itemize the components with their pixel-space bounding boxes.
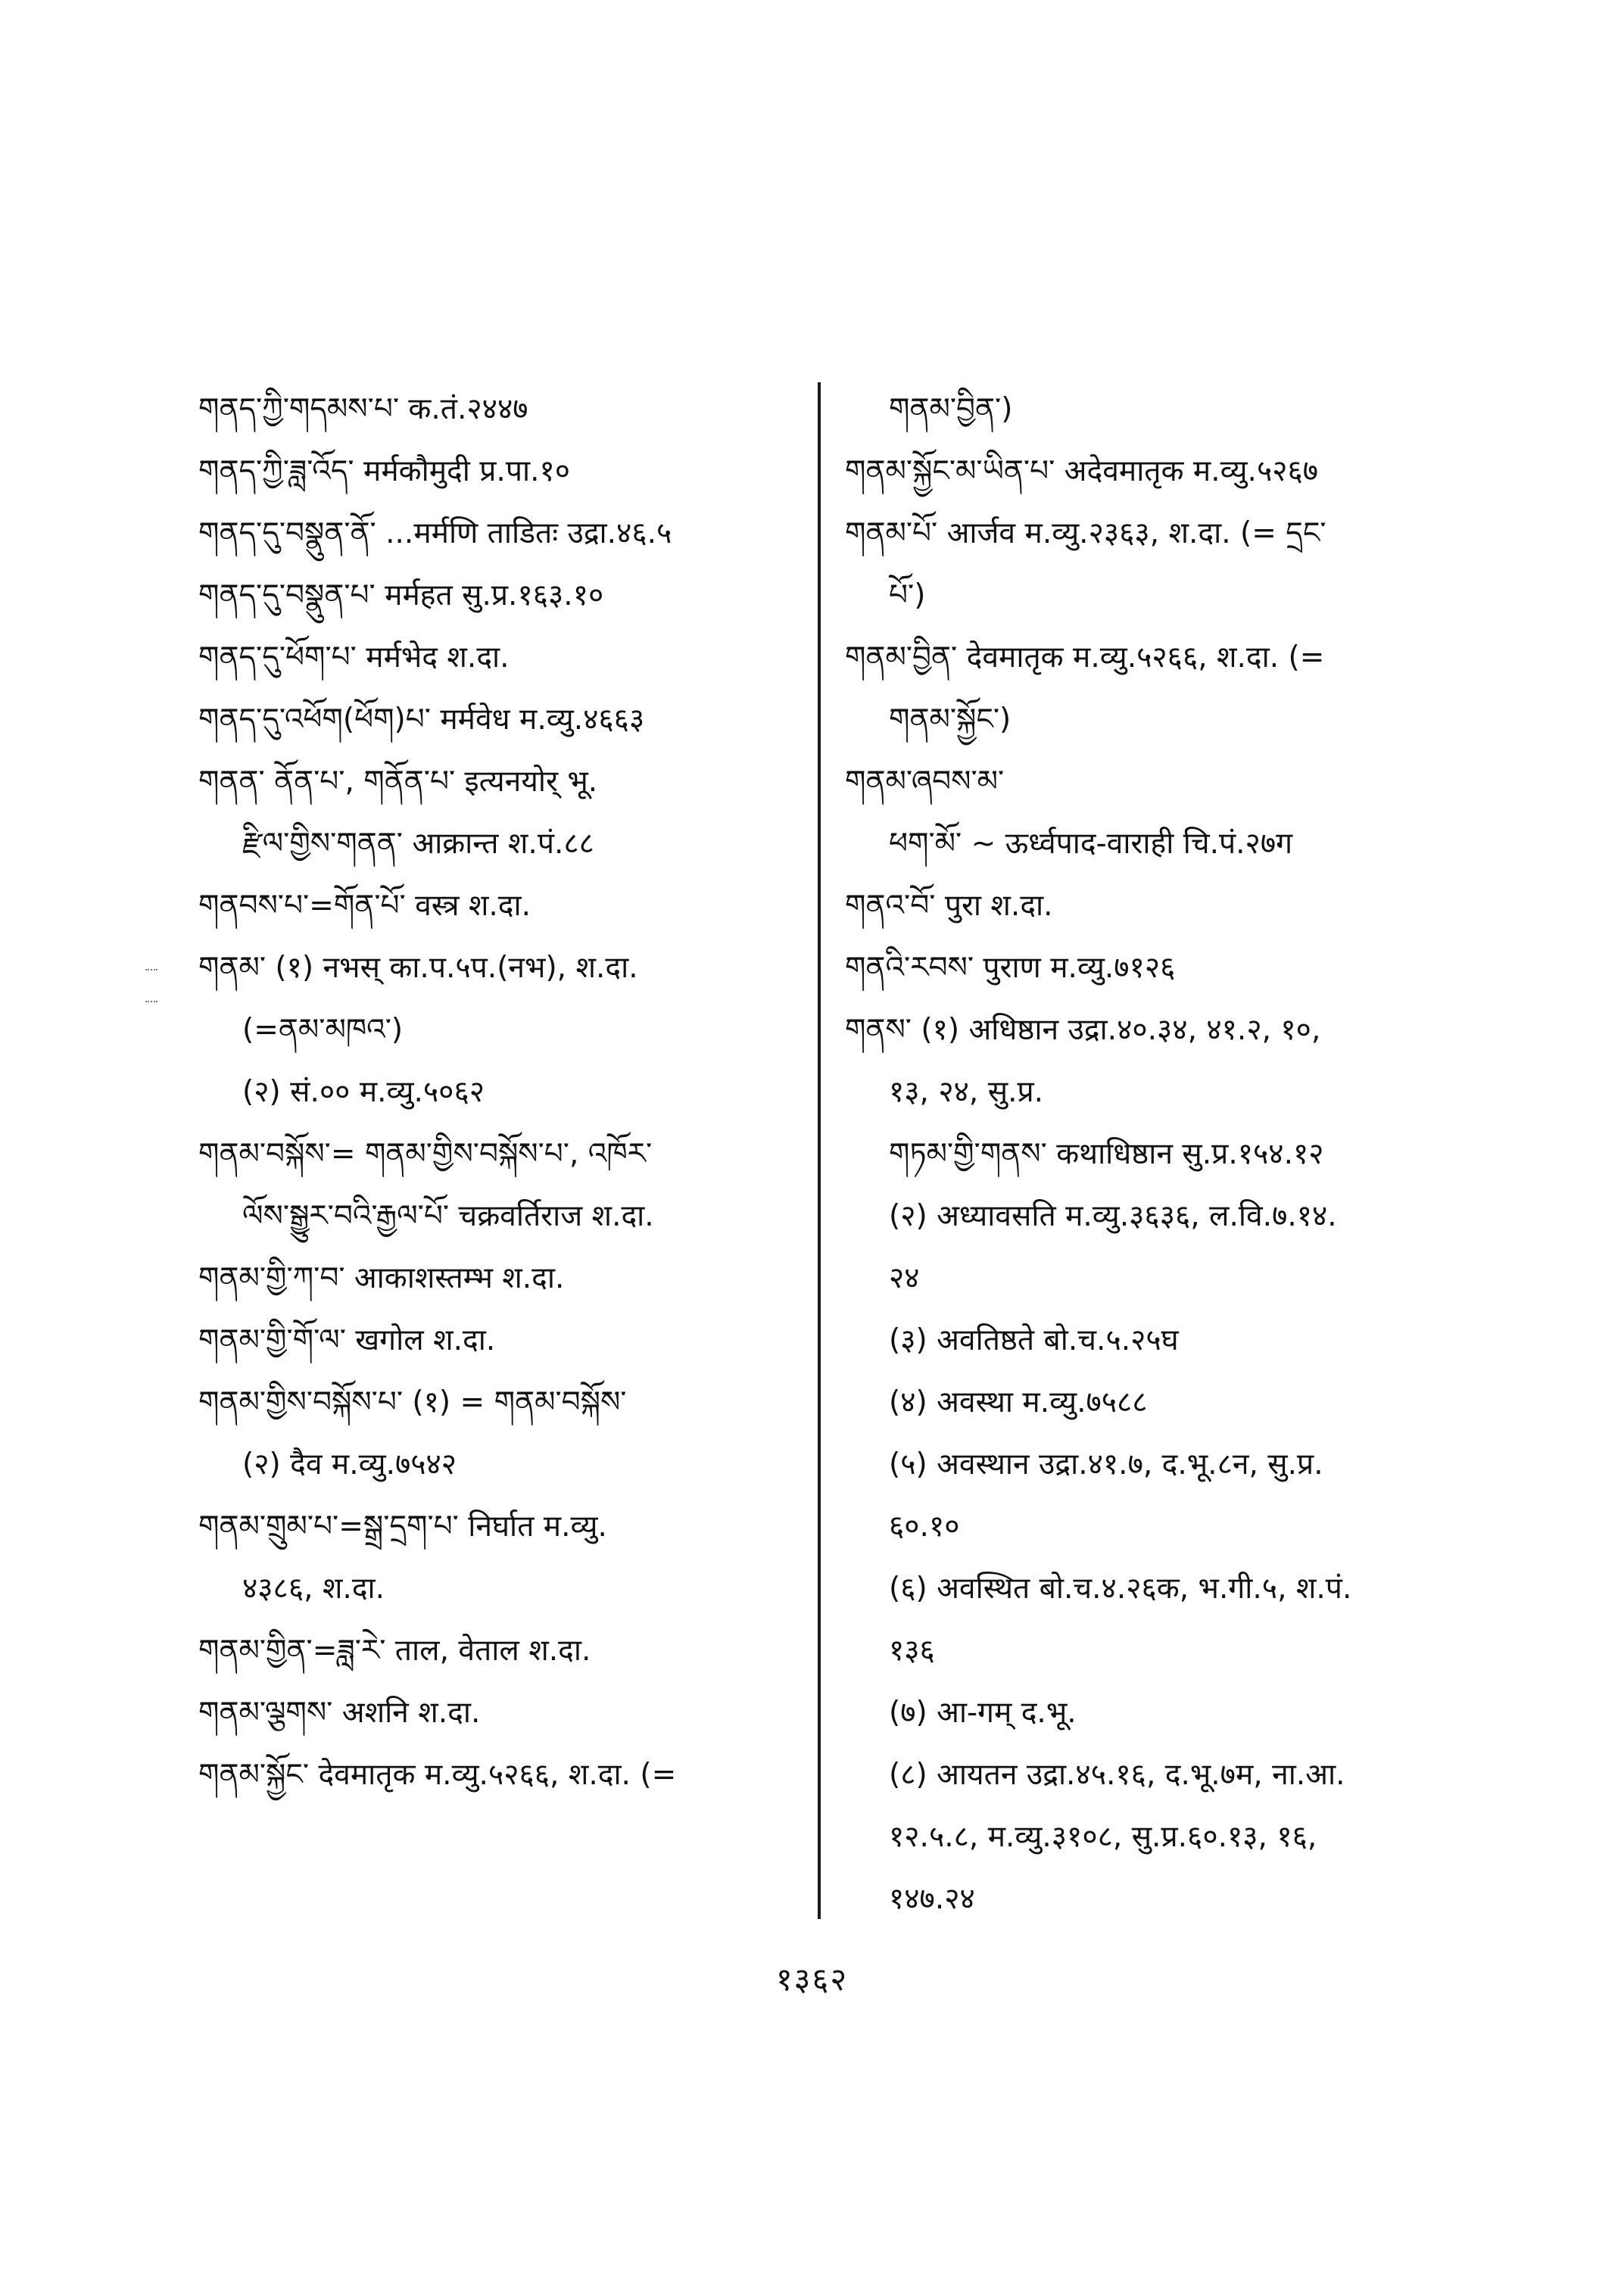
entry-continuation: १३, २४, सु.प्र. [889, 1075, 1044, 1109]
entry-line: གནམ་བྱིན་ देवमातृक म.व्यु.५२६६, श.दा. (= [845, 640, 1325, 675]
entry-line: གནད་དུ་འཕོག(ཕོག)པ་ मर्मवेध म.व्यु.४६६३ [198, 703, 645, 737]
entry-line: གནབས་པ་=གོན་པོ་ वस्त्र श.दा. [198, 889, 531, 923]
column-divider [818, 382, 821, 1919]
entry-line: གནམ་ (१) नभस् का.प.५प.(नभ), श.दा. [198, 951, 638, 985]
entry-line: གནད་ཀྱི་གདམས་པ་ क.तं.२४४७ [198, 392, 528, 426]
entry-subentry: ཕག་མོ་ ~ ऊर्ध्वपाद-वाराही चि.पं.२७ग [889, 827, 1293, 861]
entry-line: གནམ་གྱིས་བསྐོས་པ་ (१) = གནམ་བསྐོས་ [198, 1385, 627, 1419]
entry-continuation: १४७.२४ [889, 1882, 975, 1916]
entry-sense: (८) आयतन उद्रा.४५.१६, द.भू.७म, ना.आ. [889, 1758, 1345, 1792]
entry-sense: (६) अवस्थित बो.च.४.२६क, भ.गी.५, श.पं. [889, 1572, 1352, 1606]
entry-sense: (२) दैव म.व्यु.७५४२ [242, 1447, 457, 1481]
entry-line: གནམ་གྱི་གོ་ལ་ खगोल श.दा. [198, 1323, 496, 1357]
entry-sense: (२) अध्यावसति म.व्यु.३६३६, ल.वि.७.१४. [889, 1199, 1337, 1233]
entry-line: གནན་ ནོན་པ་, གནོན་པ་ इत्यनयोर् भू. [198, 765, 598, 799]
entry-sense: (३) अवतिष्ठते बो.च.५.२५घ [889, 1323, 1179, 1357]
page-number: १३६२ [775, 1961, 849, 1998]
entry-line: གནམ་གྱིན་=ཟླ་རེ་ ताल, वेताल श.दा. [198, 1634, 591, 1668]
entry-line: གནམ་པོ་ आर्जव म.व्यु.२३६३, श.दा. (= དྲང་ [845, 516, 1326, 550]
entry-line: གནད་ཀྱི་ཟླ་འོད་ मर्मकौमुदी प्र.पा.१० [198, 454, 571, 488]
entry-sense: (७) आ-गम् द.भू. [889, 1696, 1077, 1730]
entry-subentry: གཏམ་གྱི་གནས་ कथाधिष्ठान सु.प्र.१५४.१२ [889, 1137, 1324, 1171]
margin-mark [145, 969, 157, 1002]
entry-continuation: རྫིལ་གྱིས་གནན་ आक्रान्त श.पं.८८ [242, 827, 594, 861]
entry-line: གནམ་གྱི་ཀ་བ་ आकाशस्तम्भ श.दा. [198, 1261, 565, 1295]
entry-continuation: १२.५.८, म.व्यु.३१०८, सु.प्र.६०.१३, १६, [889, 1820, 1317, 1854]
entry-continuation: ६०.१० [889, 1509, 960, 1544]
entry-continuation: གནམ་བྱིན་) [889, 392, 1013, 426]
entry-sense: (२) सं.०० म.व्यु.५०६२ [242, 1075, 485, 1109]
entry-sense: (५) अवस्थान उद्रा.४१.७, द.भू.८न, सु.प्र. [889, 1447, 1323, 1481]
entry-line: གནམ་སྐྱོང་མ་ཡིན་པ་ अदेवमातृक म.व्यु.५२६७ [845, 454, 1319, 488]
left-column [198, 379, 804, 1806]
entry-continuation: ४३८६, श.दा. [242, 1572, 385, 1606]
right-column [845, 379, 1496, 1930]
entry-continuation: ལོས་སྒྱུར་བའི་རྒྱལ་པོ་ चक्रवर्तिराज श.दा. [242, 1199, 654, 1233]
entry-line: གནའ་བོ་ पुरा श.दा. [845, 889, 1053, 923]
entry-continuation: १३६ [889, 1634, 935, 1668]
entry-line: གནམ་ཞབས་མ་ [845, 765, 1005, 799]
entry-line: གནམ་ལྕགས་ अशनि श.दा. [198, 1696, 481, 1730]
entry-line: གནའི་རབས་ पुराण म.व्यु.७१२६ [845, 951, 1176, 985]
entry-line: གནད་དུ་ཕོག་པ་ मर्मभेद श.दा. [198, 640, 510, 675]
entry-line: གནམ་བསྐོས་= གནམ་གྱིས་བསྐོས་པ་, འཁོར་ [198, 1137, 653, 1171]
entry-line: གནས་ (१) अधिष्ठान उद्रा.४०.३४, ४१.२, १०, [845, 1013, 1321, 1047]
entry-continuation: པོ་) [889, 578, 926, 612]
entry-line: གནམ་གྲུམ་པ་=སྒྲ་དྲག་པ་ निर्घात म.व्यु. [198, 1509, 607, 1544]
entry-sense: (४) अवस्था म.व्यु.७५८८ [889, 1385, 1148, 1419]
entry-line: གནད་དུ་བསྣུན་པ་ मर्महत सु.प्र.१६३.१० [198, 578, 604, 612]
entry-line: གནད་དུ་བསྣུན་ནོ་ ...मर्मणि ताडितः उद्रा.४६.५ [198, 516, 672, 550]
entry-continuation: གནམ་སྐྱོང་) [889, 703, 1011, 737]
entry-continuation: (=ནམ་མཁའ་) [242, 1013, 404, 1047]
entry-continuation: २४ [889, 1261, 920, 1295]
entry-line: གནམ་སྐྱོང་ देवमातृक म.व्यु.५२६६, श.दा. (= [198, 1758, 677, 1792]
